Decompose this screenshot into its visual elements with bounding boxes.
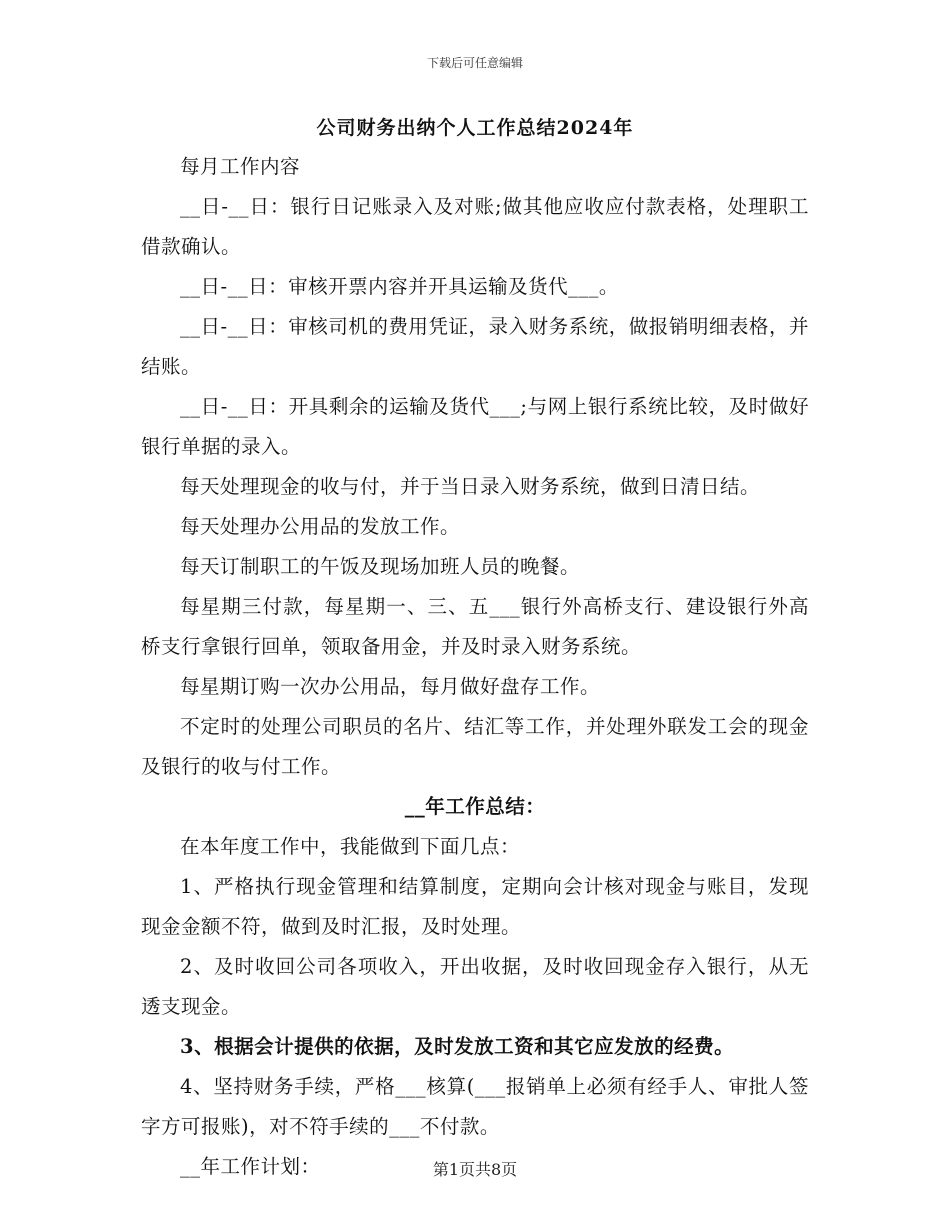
section-heading-plan: __年工作计划： (180, 1155, 321, 1178)
paragraph: __日-__日：银行日记账录入及对账;做其他应收应付款表格，处理职工借款确认。 (141, 195, 809, 258)
paragraph: 2、及时收回公司各项收入，开出收据，及时收回现金存入银行，从无透支现金。 (141, 955, 809, 1018)
paragraph: 在本年度工作中，我能做到下面几点： (180, 835, 521, 858)
paragraph: __日-__日：审核司机的费用凭证，录入财务系统，做报销明细表格，并结账。 (141, 315, 809, 378)
paragraph: 每天订制职工的午饭及现场加班人员的晚餐。 (180, 555, 581, 578)
paragraph: 每天处理现金的收与付，并于当日录入财务系统，做到日清日结。 (180, 475, 761, 498)
paragraph: 每天处理办公用品的发放工作。 (180, 515, 461, 538)
paragraph: __日-__日：审核开票内容并开具运输及货代___。 (180, 275, 619, 298)
paragraph: __日-__日：开具剩余的运输及货代___;与网上银行系统比较，及时做好银行单据的录入。 (141, 395, 809, 458)
paragraph: 每星期三付款，每星期一、三、五___银行外高桥支行、建设银行外高桥支行拿银行回单，领取备用金，并及时录入财务系统。 (141, 595, 809, 658)
paragraph: 每星期订购一次办公用品，每月做好盘存工作。 (180, 675, 601, 698)
page-footer: 第1页共8页 (432, 1160, 518, 1179)
document-title: 公司财务出纳个人工作总结2024年 (316, 117, 634, 139)
paragraph: 4、坚持财务手续，严格___核算(___报销单上必须有经手人、审批人签字方可报账)，对不符手续的___不付款。 (141, 1075, 809, 1138)
section-heading-monthly: 每月工作内容 (180, 155, 301, 178)
section-heading-summary: __年工作总结： (404, 795, 546, 818)
paragraph: 1、严格执行现金管理和结算制度，定期向会计核对现金与账目，发现现金金额不符，做到及时汇报，及时处理。 (141, 875, 809, 938)
paragraph: 不定时的处理公司职员的名片、结汇等工作，并处理外联发工会的现金及银行的收与付工作。 (141, 715, 809, 778)
paragraph-bold: 3、根据会计提供的依据，及时发放工资和其它应发放的经费。 (180, 1035, 735, 1058)
document-body (141, 147, 809, 1187)
page-header: 下载后可任意编辑 (426, 56, 523, 70)
